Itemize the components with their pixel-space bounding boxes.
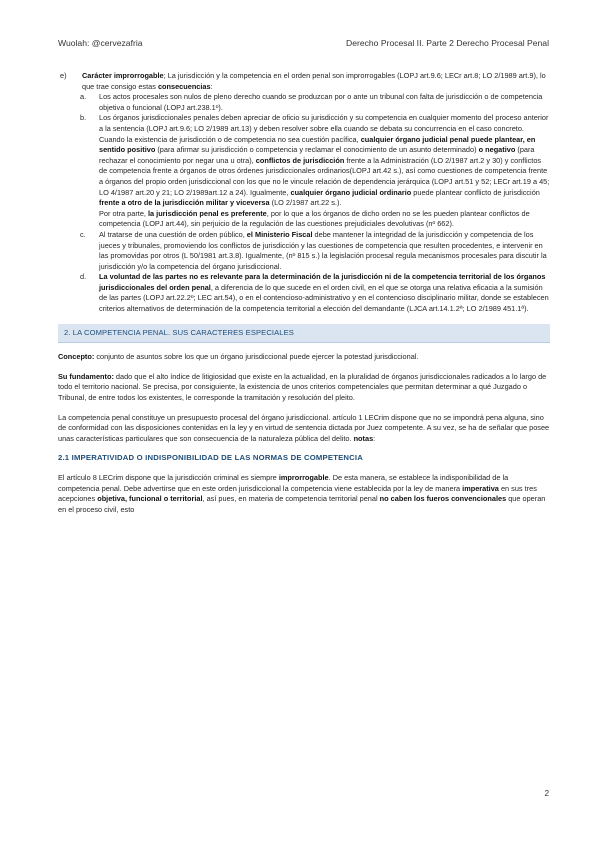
- bold-text: cualquier órgano judicial ordinario: [290, 187, 412, 197]
- sub-item-a-paragraph: Los actos procesales son nulos de pleno derecho cuando se produzcan por o ante un tribunal con falta de jurisdicción o de competencia objetiva o funcional (LOPJ art.238.1º).: [99, 92, 543, 112]
- sub-marker-c: c.: [80, 229, 86, 239]
- bold-text: La voluntad de las partes no es relevante para la determinación de la jurisdicción ni de la competencia territorial de los órganos jurisdiccionales del orden penal: [99, 272, 546, 292]
- sub-marker-a: a.: [80, 92, 87, 102]
- paragraph-presupuesto: La competencia penal constituye un presupuesto procesal del órgano jurisdiccional. artículo 1 LECrim dispone que no se impondrá pena alguna, sino de conformidad con las disposiciones contenidas en la ley y en virtud de sentencia dictada por Juez competente. A su vez, se ha de señalar que posee unas características particulares que son consecuencia de la naturaleza pública del delito. notas:: [58, 412, 550, 443]
- bold-text: cualquier órgano judicial penal puede plantear, en sentido positivo: [99, 134, 536, 155]
- paragraph-fundamento: Su fundamento: dado que el alto índice de litigiosidad que existe en la actualidad, en la pluralidad de órganos jurisdiccionales radicados a lo largo de todo el territorio nacional. Se precisa, por consiguiente, la existencia de unos criterios competenciales que permitan determinar a qué Juzgado o Tribunal, de entre todos los existentes, le corresponde la tramitación y resolución del pleito.: [58, 371, 547, 403]
- list-item-e-text: Carácter improrrogable; La jurisdicción y la competencia en el orden penal son improrrogables (LOPJ art.9.6; LECr art.8; LO 2/1989 art.9), lo que trae consigo estas consecuencias:: [82, 71, 546, 91]
- page-number: 2: [544, 789, 549, 798]
- bold-text: objetiva, funcional o territorial: [97, 494, 203, 504]
- header-title: Derecho Procesal II. Parte 2 Derecho Procesal Penal: [345, 38, 549, 48]
- header-author: Wuolah: @cervezafria: [58, 38, 143, 48]
- bold-text: Carácter improrrogable: [82, 71, 164, 80]
- bold-text: notas: [353, 433, 374, 443]
- bold-text: consecuencias: [157, 81, 211, 91]
- bold-text: frente a otro de la jurisdicción militar y viceversa: [99, 198, 270, 208]
- bold-text: Su fundamento:: [58, 371, 114, 381]
- sub-item-b-paragraph: Por otra parte, la jurisdicción penal es preferente, por lo que a los órganos de dicho orden no se les pueden plantear conflictos de competencia (LOPJ art.44), sin perjuicio de la regulación de las cuestiones prejudiciales devolutivas (nº 662).: [99, 208, 530, 229]
- bold-text: no caben los fueros convencionales: [379, 494, 507, 504]
- sub-item-b-paragraph: Cuando la existencia de jurisdicción o de competencia no sea cuestión pacífica, cualquier órgano judicial penal puede plantear, en sentido positivo (para afirmar su jurisdicción o competencia y reclamar el conocimiento de un asunto determinado) o negativo (para rechazar el conocimiento por negar una u otra), conflictos de jurisdicción frente a la Administración (LO 2/1987 art.2 y 30) y conflictos de competencia frente a órganos de otros órdenes jurisdiccionales ordinarios(LOPJ art.42 s.), así como cuestiones de competencia frente a órganos del propio orden jurisdiccional con los que no le vincule relación de dependencia jerárquica (LOPJ art.51 y 52; LECr art.19 a 45; LO 4/1987 art.20 y 21; LO 2/1989art.12 a 24). Igualmente, cualquier órgano judicial ordinario puede plantear conflicto de jurisdicción frente a otro de la jurisdicción militar y viceversa (LO 2/1987 art.22 s.).: [99, 134, 550, 208]
- list-item-e: [58, 71, 550, 92]
- sub-item-a: [80, 92, 550, 113]
- bold-text: conflictos de jurisdicción: [255, 155, 345, 165]
- sub-marker-d: d.: [80, 272, 87, 282]
- list-marker-e: e): [60, 71, 67, 80]
- sub-item-d-paragraph: La voluntad de las partes no es relevante para la determinación de la jurisdicción ni de la competencia territorial de los órganos jurisdiccionales del orden penal, a diferencia de lo que sucede en el orden civil, en el que se otorga una relativa eficacia a la sumisión de las partes (LOPJ art.22.2º; LEC art.54), o en el contencioso-administrativo y en el contencioso disciplinario militar, donde se establecen criterios alternativos de determinación de la competencia territorial a elección del demandante (LJCA art.14.1.2ª; LO 2/1989 451.1ª).: [99, 272, 549, 314]
- bold-text: o negativo: [478, 145, 516, 155]
- sub-item-b: [80, 113, 550, 230]
- sub-item-d: [80, 272, 550, 314]
- bold-text: la jurisdicción penal es preferente: [147, 208, 267, 218]
- sub-item-b-paragraph: Los órganos jurisdiccionales penales deben apreciar de oficio su jurisdicción y su competencia en cualquier momento del proceso anterior a la sentencia (LOPJ art.9.6; LO 2/1989 art.13) y deben resolver sobre ella cuando se debata su concurrencia en el caso concreto.: [99, 113, 549, 133]
- paragraph-improrrogable: El artículo 8 LECrim dispone que la jurisdicción criminal es siempre improrrogable. De esta manera, se establece la indisponibilidad de la competencia penal. Debe advertirse que en este orden jurisdiccional la competencia viene establecida por la ley de manera imperativa en sus tres acepciones objetiva, funcional o territorial, así pues, en materia de competencia territorial penal no caben los fueros convencionales que operan en el proceso civil, esto: [58, 473, 546, 514]
- sub-item-c: [80, 230, 550, 272]
- bold-text: improrrogable: [278, 473, 329, 482]
- bold-text: Concepto:: [58, 352, 95, 362]
- sub-item-c-paragraph: Al tratarse de una cuestión de orden público, el Ministerio Fiscal debe mantener la integridad de la jurisdicción y competencia de los jueces y tribunales, promoviendo los conflictos de jurisdicción y las cuestiones de competencia que resulten procedentes, e intervenir en las promovidas por otros (L 50/1981 art.3.8). Igualmente, (nº 815 s.) la legislación procesal regula mecanismos procesales para discutir la jurisdicción y/o la competencia del órgano jurisdiccional.: [99, 229, 547, 271]
- bold-text: imperativa: [462, 483, 499, 493]
- page-header: [58, 38, 549, 48]
- subsection-heading: 2.1 IMPERATIVIDAD O INDISPONIBILIDAD DE LAS NORMAS DE COMPETENCIA: [58, 453, 364, 463]
- section-heading: 2. LA COMPETENCIA PENAL. SUS CARACTERES ESPECIALES: [58, 324, 550, 344]
- bold-text: el Ministerio Fiscal: [246, 229, 313, 239]
- paragraph-concepto: Concepto: conjunto de asuntos sobre los que un órgano jurisdiccional puede ejercer la potestad jurisdiccional.: [58, 352, 419, 362]
- sub-marker-b: b.: [80, 113, 87, 123]
- page-content: [58, 71, 550, 515]
